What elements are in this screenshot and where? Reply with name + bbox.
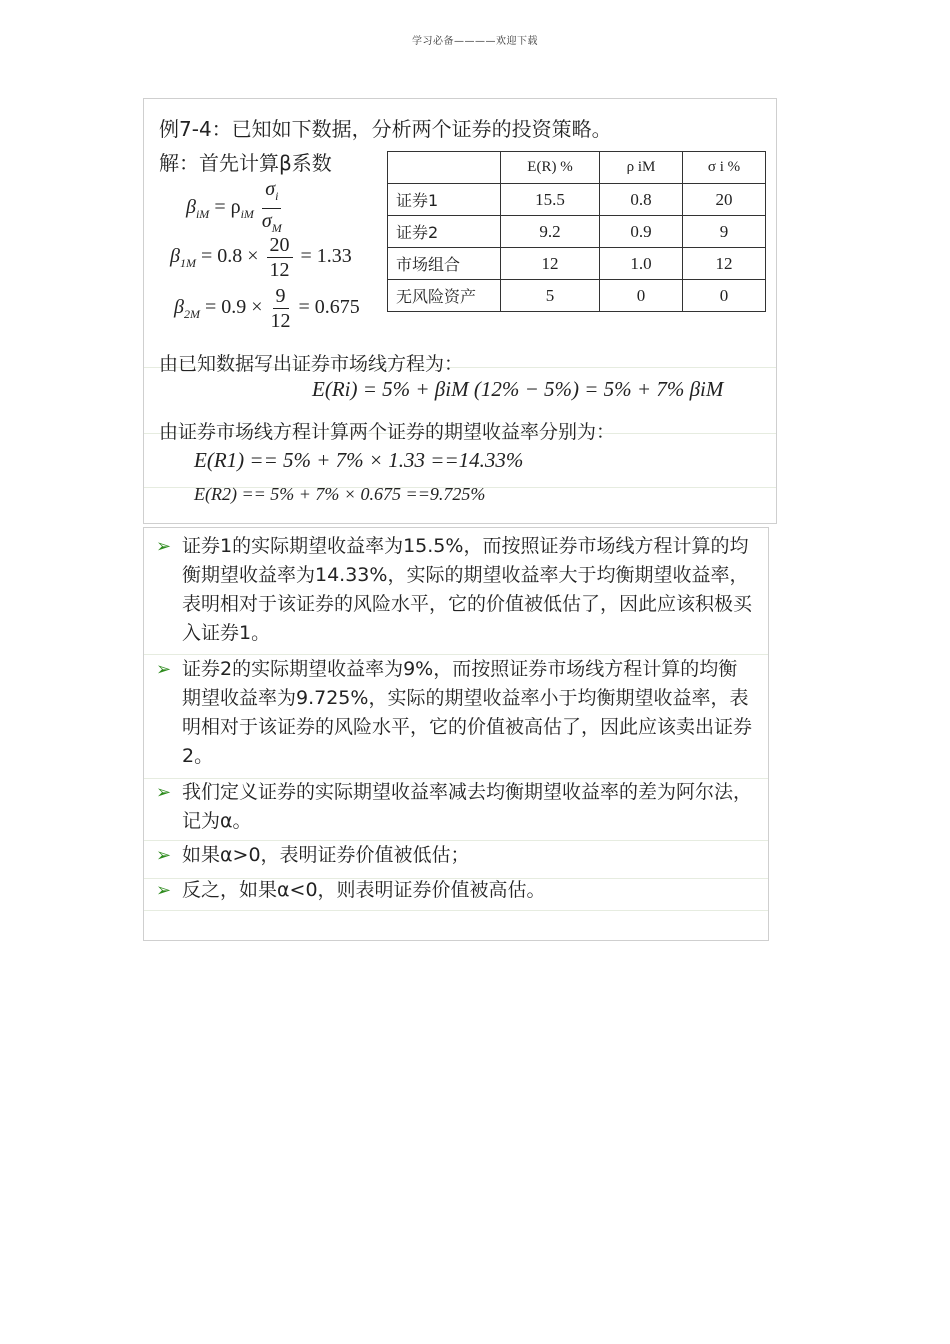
table-cell: 证券2 [388,216,501,248]
table-cell: 0.9 [600,216,683,248]
bullet-text: 我们定义证券的实际期望收益率减去均衡期望收益率的差为阿尔法，记为α。 [182,781,753,832]
table-cell: 9.2 [501,216,600,248]
page-header: 学习必备————欢迎下载 [412,36,538,47]
table-cell: 0 [683,280,766,312]
calc-intro: 由证券市场线方程计算两个证券的期望收益率分别为： [159,421,616,443]
list-item [156,876,756,905]
table-header: E(R) % [501,152,600,184]
list-item [156,841,756,870]
table-cell: 15.5 [501,184,600,216]
beta2-calc: $\beta_{2M} = 0.9$ × $\frac{9}{12}$ = 0.675 [174,285,360,332]
table-cell: 9 [683,216,766,248]
table-header-row [388,152,766,184]
table-cell: 1.0 [600,248,683,280]
table-header: ρ iM [600,152,683,184]
table-header [388,152,501,184]
table-cell: 0.8 [600,184,683,216]
conclusion-slide [143,527,769,941]
arrow-bullet-icon: ➢ [156,880,172,901]
beta1-calc: $\beta_{1M} = 0.8$ × $\frac{20}{12}$ = 1.33 [170,234,352,281]
er2-equation: E(R2) == 5% + 7% × 0.675 ==9.725% [194,484,486,504]
table-row [388,280,766,312]
beta-formula: $\beta_{iM} = \rho_{iM}$ $\frac{\sigma_i}{\sigma_M}$ [186,178,282,235]
arrow-bullet-icon: ➢ [156,659,172,680]
rule-line [144,910,768,911]
table-cell: 0 [600,280,683,312]
table-cell: 市场组合 [388,248,501,280]
securities-table [387,151,766,312]
table-cell: 12 [683,248,766,280]
solution-intro: 解：首先计算β系数 [159,151,332,175]
sml-equation: E(Ri) = 5% + βiM (12% − 5%) = 5% + 7% βiM [312,377,724,401]
bullet-text: 如果α>0，表明证券价值被低估； [182,844,470,866]
table-cell: 无风险资产 [388,280,501,312]
list-item [156,655,756,771]
list-item [156,778,756,836]
sml-intro: 由已知数据写出证券市场线方程为： [159,353,464,375]
table-cell: 12 [501,248,600,280]
list-item [156,532,756,648]
arrow-bullet-icon: ➢ [156,536,172,557]
bullet-text: 反之，如果α<0，则表明证券价值被高估。 [182,879,546,901]
table-row [388,216,766,248]
er1-equation: E(R1) == 5% + 7% × 1.33 ==14.33% [194,448,524,472]
example-title: 例7-4：已知如下数据，分析两个证券的投资策略。 [159,117,612,141]
table-cell: 5 [501,280,600,312]
table-cell: 证券1 [388,184,501,216]
bullet-text: 证券1的实际期望收益率为15.5%，而按照证券市场线方程计算的均衡期望收益率为14.33%，实际的期望收益率大于均衡期望收益率，表明相对于该证券的风险水平，它的价值被低估了，因此应该积极买入证券1。 [182,535,753,644]
bullet-text: 证券2的实际期望收益率为9%，而按照证券市场线方程计算的均衡期望收益率为9.725%，实际的期望收益率小于均衡期望收益率，表明相对于该证券的风险水平，它的价值被高估了，因此应该卖出证券2。 [182,658,753,767]
table-row [388,248,766,280]
arrow-bullet-icon: ➢ [156,845,172,866]
table-row [388,184,766,216]
table-cell: 20 [683,184,766,216]
arrow-bullet-icon: ➢ [156,782,172,803]
table-header: σ i % [683,152,766,184]
example-slide [143,98,777,524]
